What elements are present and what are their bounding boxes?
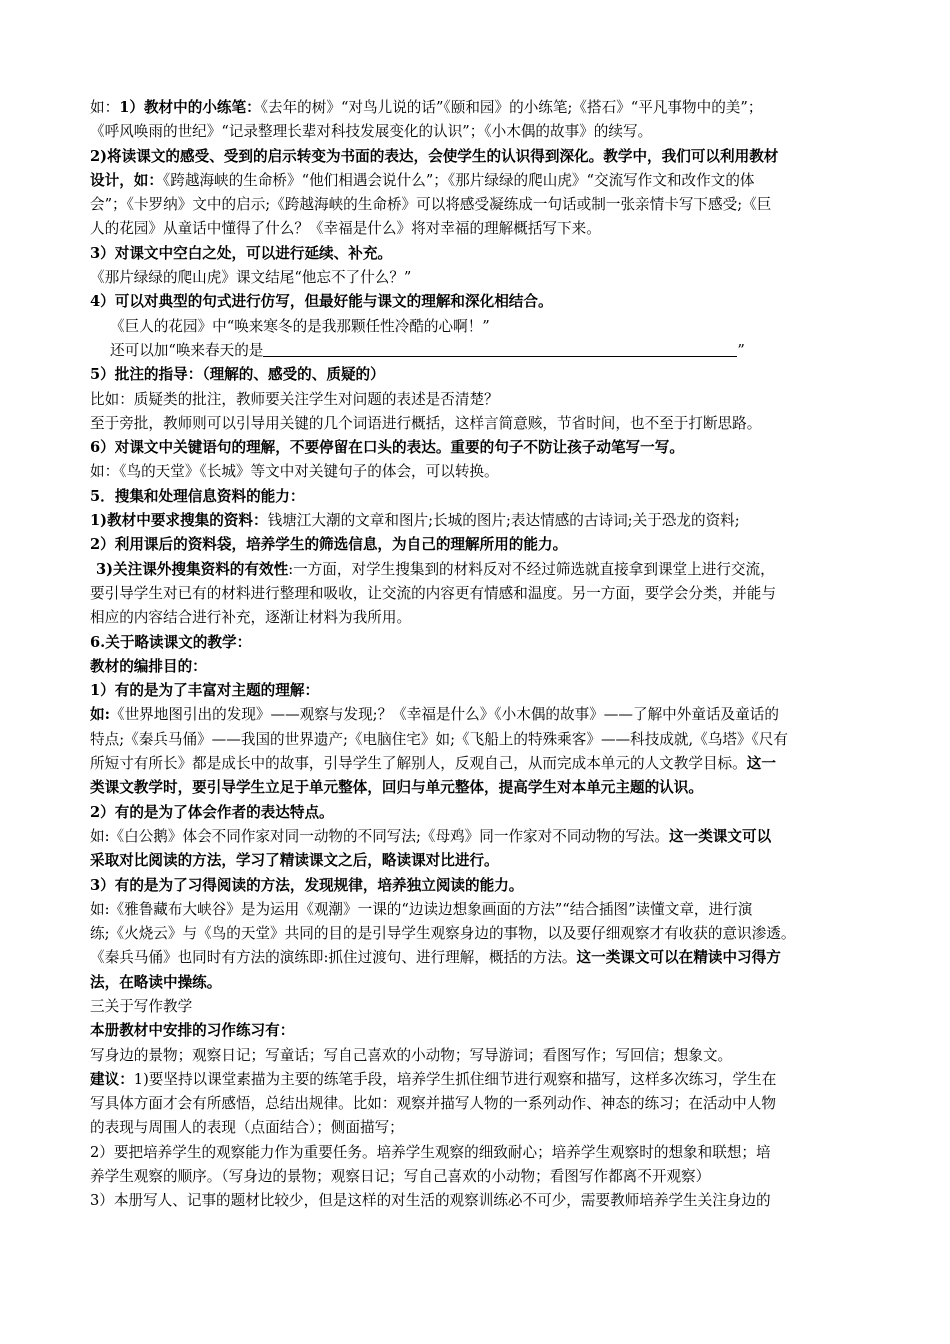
section-heading: 6）对课文中关键语句的理解，不要停留在口头的表达。重要的句子不防让孩子动笔写一写。 xyxy=(90,439,684,457)
text-line: 养学生观察的顺序。（写身边的景物；观察日记；写自己喜欢的小动物；看图写作都离不开观察） xyxy=(90,1168,711,1186)
text-line: 建议：1)要坚持以课堂素描为主要的练笔手段，培养学生抓住细节进行观察和描写，这样多次练习，学生在 xyxy=(90,1070,777,1088)
text-line: 会”；《卡罗纳》文中的启示;《跨越海峡的生命桥》可以将感受凝练成一句话或制一张亲情卡写下感受;《巨 xyxy=(90,196,772,214)
section-heading: 3）有的是为了习得阅读的方法，发现规律，培养独立阅读的能力。 xyxy=(90,876,524,894)
text-line: 要引导学生对已有的材料进行整理和吸收，让交流的内容更有情感和温度。另一方面，要学会分类，并能与 xyxy=(90,584,776,602)
text-line: 2）要把培养学生的观察能力作为重要任务。培养学生观察的细致耐心；培养学生观察时的想象和联想；培 xyxy=(90,1143,771,1161)
text-line: 设计，如：《跨越海峡的生命桥》“他们相遇会说什么”；《那片绿绿的爬山虎》“交流写作文和改作文的体 xyxy=(90,171,755,189)
section-heading: 5）批注的指导：（理解的、感受的、质疑的） xyxy=(90,366,385,384)
section-heading: 6.关于略读课文的教学： xyxy=(90,633,252,651)
text-line: 1)教材中要求搜集的资料：钱塘江大潮的文章和图片;长城的图片;表达情感的古诗词;关于恐龙的资料; xyxy=(90,512,740,530)
document-page xyxy=(90,96,870,1214)
text-line: 《呼风唤雨的世纪》“记录整理长辈对科技发展变化的认识”；《小木偶的故事》的续写。 xyxy=(90,123,653,141)
text-line: 《巨人的花园》中“唤来寒冬的是我那颗任性冷酷的心啊！” xyxy=(110,317,490,335)
section-heading: 5．搜集和处理信息资料的能力： xyxy=(90,487,305,505)
text-line: 《秦兵马俑》也同时有方法的演练即:抓住过渡句、进行理解，概括的方法。这一类课文可以在精读中习得方 xyxy=(90,949,781,967)
text-line: 相应的内容结合进行补充，逐渐让材料为我所用。 xyxy=(90,609,412,627)
section-heading: 教材的编排目的： xyxy=(90,657,207,675)
text-line: 所短寸有所长》都是成长中的故事，引导学生了解别人，反观自己，从而完成本单元的人文教学目标。这一 xyxy=(90,755,776,773)
section-heading: 1）有的是为了丰富对主题的理解： xyxy=(90,682,320,700)
text-line: 比如：质疑类的批注，教师要关注学生对问题的表述是否清楚？ xyxy=(90,390,499,408)
text-line: 特点;《秦兵马俑》——我国的世界遗产;《电脑住宅》如;《飞船上的特殊乘客》——科技成就,《乌塔》《尺有 xyxy=(90,730,788,748)
text-line: 如:《白公鹅》体会不同作家对同一动物的不同写法;《母鸡》同一作家对不同动物的写法。这一类课文可以 xyxy=(90,827,772,845)
text-line: 人的花园》从童话中懂得了什么？《幸福是什么》将对幸福的理解概括写下来。 xyxy=(90,220,601,238)
text-line: 如:《雅鲁藏布大峡谷》是为运用《观潮》一课的“边读边想象画面的方法”“结合插图”读懂文章，进行演 xyxy=(90,900,753,918)
section-heading: 2）利用课后的资料袋，培养学生的筛选信息，为自己的理解所用的能力。 xyxy=(90,536,568,554)
fill-in-line: 还可以加“唤来春天的是 ” xyxy=(110,341,745,359)
section-heading: 2）有的是为了体会作者的表达特点。 xyxy=(90,803,334,821)
section-heading: 三关于写作教学 xyxy=(90,997,193,1015)
text-line: 3）本册写人、记事的题材比较少，但是这样的对生活的观察训练必不可少，需要教师培养学生关注身边的 xyxy=(90,1192,771,1210)
text-line: 如：《鸟的天堂》《长城》等文中对关键句子的体会，可以转换。 xyxy=(90,463,499,481)
text-line: 采取对比阅读的方法，学习了精读课文之后，略读课对比进行。 xyxy=(90,852,499,870)
blank-underline xyxy=(263,340,737,357)
text-line: 写身边的景物；观察日记；写童话；写自己喜欢的小动物；写导游词；看图写作；写回信；想象文。 xyxy=(90,1046,733,1064)
section-heading: 4）可以对典型的句式进行仿写，但最好能与课文的理解和深化相结合。 xyxy=(90,293,553,311)
text-line: 《那片绿绿的爬山虎》课文结尾“他忘不了什么？” xyxy=(90,269,412,287)
text-line: 练;《火烧云》与《鸟的天堂》共同的目的是引导学生观察身边的事物，以及要仔细观察才有收获的意识渗透。 xyxy=(90,925,796,943)
section-heading: 本册教材中安排的习作练习有： xyxy=(90,1022,295,1040)
section-heading: 3）对课文中空白之处，可以进行延续、补充。 xyxy=(90,244,393,262)
text-line: 如：1）教材中的小练笔：《去年的树》“对鸟儿说的话”《颐和园》的小练笔;《搭石》“平凡事物中的美”； xyxy=(90,99,763,116)
text-line: 类课文教学时，要引导学生立足于单元整体，回归与单元整体，提高学生对本单元主题的认识。 xyxy=(90,779,703,797)
text-line: 2)将读课文的感受、受到的启示转变为书面的表达，会使学生的认识得到深化。教学中，我们可以利用教材 xyxy=(90,147,779,165)
text-line: 3)关注课外搜集资料的有效性:一方面，对学生搜集到的材料反对不经过筛选就直接拿到课堂上进行交流， xyxy=(96,560,775,578)
text-line: 写具体方面才会有所感悟，总结出规律。比如：观察并描写人物的一系列动作、神态的练习；在活动中人物 xyxy=(90,1095,776,1113)
text-line: 法，在略读中操练。 xyxy=(90,973,222,991)
text-line: 的表现与周围人的表现（点面结合）；侧面描写； xyxy=(90,1119,404,1137)
text-line: 至于旁批，教师则可以引导用关键的几个词语进行概括，这样言简意赅，节省时间，也不至于打断思路。 xyxy=(90,414,762,432)
text-line: 如:《世界地图引出的发现》——观察与发现;？《幸福是什么》《小木偶的故事》——了解中外童话及童话的 xyxy=(90,706,779,724)
